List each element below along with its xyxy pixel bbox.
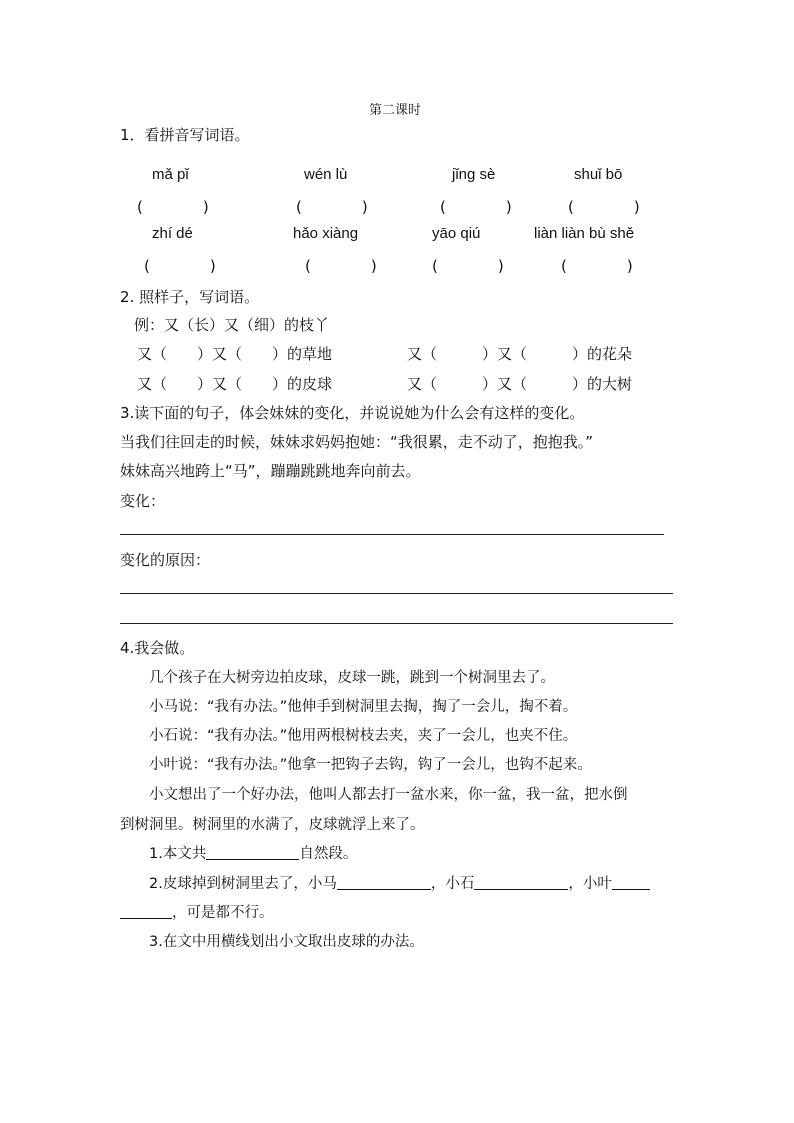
q2-example: 例：又（长）又（细）的枝丫 [134,316,330,334]
q4-sub-3: 3.在文中用横线划出小文取出皮球的办法。 [149,934,424,950]
reason-label: 变化的原因： [120,551,211,569]
q4-sub-2 [149,872,650,893]
q4-paragraph-3: 小石说：“我有办法。”他用两根树枝去夹，夹了一会儿，也夹不住。 [149,728,578,744]
q4-paragraph-6: 到树洞里。树洞里的水满了，皮球就浮上来了。 [120,817,425,833]
q2-item-4[interactable]: 又（ ）又（ ）的大树 [407,375,633,393]
answer-blank-1[interactable]: ( ) [137,198,209,216]
reason-answer-line-1[interactable] [120,593,673,594]
pinyin-4: shuǐ bō [574,166,623,183]
q2-heading: 2. 照样子，写词语。 [120,288,260,306]
answer-blank-5[interactable]: ( ) [144,257,216,275]
q4-paragraph-1: 几个孩子在大树旁边拍皮球，皮球一跳，跳到一个树洞里去了。 [149,670,555,686]
sub2-ending: ，可是都不行。 [172,905,274,921]
sub1-suffix: 自然段。 [299,846,358,862]
sub2-blank-xiaoye-cont[interactable] [120,904,172,919]
q4-paragraph-2: 小马说：“我有办法。”他伸手到树洞里去掏，掏了一会儿，掏不着。 [149,699,578,715]
q2-item-2[interactable]: 又（ ）又（ ）的花朵 [407,345,633,363]
q4-paragraph-5: 小文想出了一个好办法，他叫人都去打一盆水来，你一盆，我一盆，把水倒 [149,787,628,803]
change-label: 变化： [120,492,166,510]
sub2-blank-xiaoshi[interactable] [474,875,568,890]
q2-item-3[interactable]: 又（ ）又（ ）的皮球 [137,375,333,393]
reason-answer-line-2[interactable] [120,623,673,624]
answer-blank-7[interactable]: ( ) [432,257,504,275]
q4-heading: 4.我会做。 [120,639,195,657]
pinyin-7: yāo qiú [432,225,481,242]
sub2-blank-xiaoye[interactable] [612,875,650,890]
answer-blank-6[interactable]: ( ) [305,257,377,275]
q4-paragraph-4: 小叶说：“我有办法。”他拿一把钩子去钩，钩了一会儿，也钩不起来。 [149,757,592,773]
sub2-part-c: ，小叶 [568,876,612,892]
sub2-part-a: 2.皮球掉到树洞里去了，小马 [149,876,337,892]
answer-blank-4[interactable]: ( ) [568,198,640,216]
pinyin-3: jǐng sè [452,166,496,183]
answer-blank-2[interactable]: ( ) [296,198,368,216]
pinyin-5: zhí dé [152,225,193,242]
answer-blank-3[interactable]: ( ) [440,198,512,216]
q3-sentence-2: 妹妹高兴地跨上“马”，蹦蹦跳跳地奔向前去。 [120,462,421,480]
pinyin-2: wén lù [304,166,348,183]
sub1-blank[interactable] [206,845,299,860]
q4-sub-1 [149,842,357,863]
q1-heading: 1．看拼音写词语。 [120,126,250,144]
sub1-prefix: 1.本文共 [149,846,207,862]
pinyin-8: liàn liàn bù shě [534,225,635,242]
answer-blank-8[interactable]: ( ) [561,257,633,275]
page-title: 第二课时 [369,103,422,118]
sub2-part-b: ，小石 [430,876,475,892]
q2-item-1[interactable]: 又（ ）又（ ）的草地 [137,345,333,363]
change-answer-line[interactable] [120,534,664,535]
sub2-blank-xiaoma[interactable] [337,875,431,890]
q3-heading: 3.读下面的句子，体会妹妹的变化，并说说她为什么会有这样的变化。 [120,404,585,422]
q4-sub-2-cont [120,901,274,922]
pinyin-1: mǎ pǐ [152,166,189,183]
pinyin-6: hǎo xiàng [293,225,359,242]
q3-sentence-1: 当我们往回走的时候，妹妹求妈妈抱她：“我很累，走不动了，抱抱我。” [120,433,594,451]
